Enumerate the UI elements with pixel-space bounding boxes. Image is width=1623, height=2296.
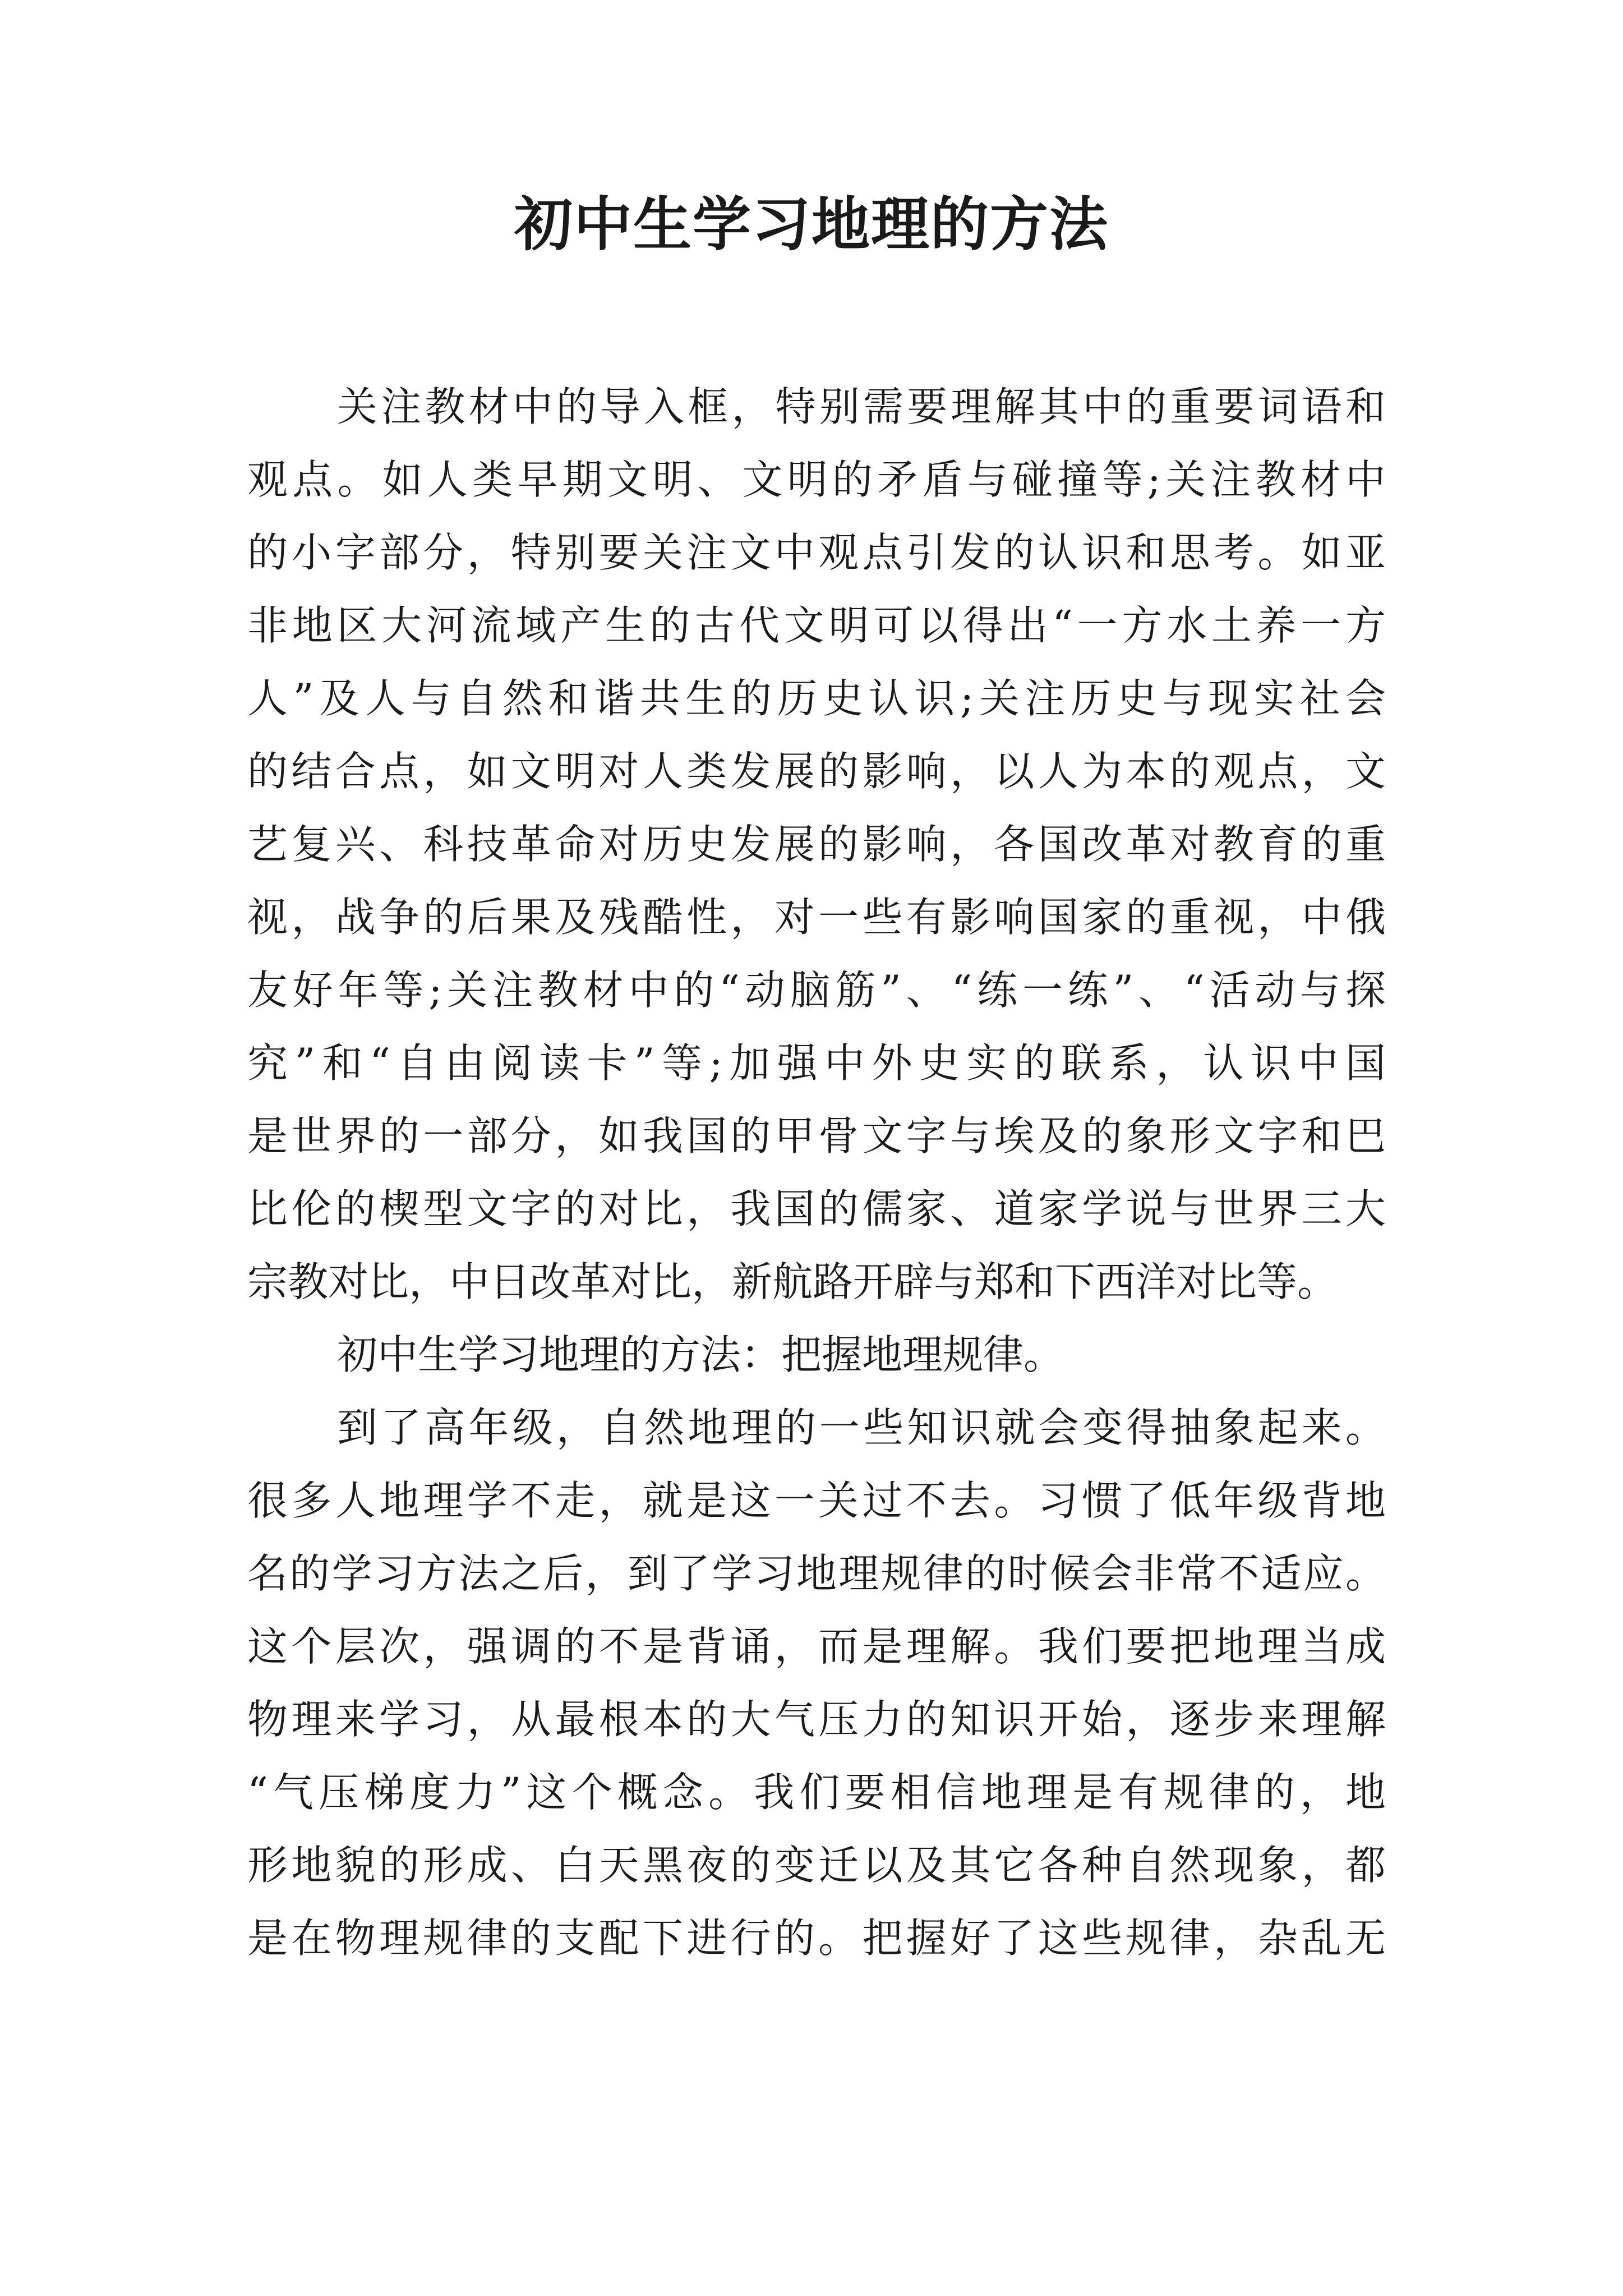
- text-line: 比伦的楔型文字的对比，我国的儒家、道家学说与世界三大: [247, 1185, 1386, 1232]
- text-line: 物理来学习，从最根本的大气压力的知识开始，逐步来理解: [247, 1696, 1386, 1743]
- text-line: 非地区大河流域产生的古代文明可以得出“一方水土养一方: [247, 602, 1386, 649]
- document-title: 初中生学习地理的方法: [514, 190, 1109, 259]
- text-line: 人”及人与自然和谐共生的历史认识;关注历史与现实社会: [247, 675, 1386, 722]
- text-line: 视，战争的后果及残酷性，对一些有影响国家的重视，中俄: [247, 894, 1386, 941]
- document-body: [247, 370, 1386, 1975]
- text-line: 究”和“自由阅读卡”等;加强中外史实的联系，认识中国: [247, 1039, 1386, 1087]
- text-line: 是世界的一部分，如我国的甲骨文字与埃及的象形文字和巴: [247, 1112, 1386, 1159]
- text-line: 关注教材中的导入框，特别需要理解其中的重要词语和: [337, 383, 1386, 430]
- text-line: 形地貌的形成、白天黑夜的变迁以及其它各种自然现象，都: [247, 1842, 1386, 1889]
- text-line: 到了高年级，自然地理的一些知识就会变得抽象起来。: [337, 1404, 1386, 1451]
- text-line: 观点。如人类早期文明、文明的矛盾与碰撞等;关注教材中: [247, 456, 1386, 503]
- text-line: 友好年等;关注教材中的“动脑筋”、“练一练”、“活动与探: [247, 967, 1386, 1014]
- text-line: 名的学习方法之后，到了学习地理规律的时候会非常不适应。: [247, 1550, 1386, 1597]
- text-line: 这个层次，强调的不是背诵，而是理解。我们要把地理当成: [247, 1623, 1386, 1670]
- text-line: 宗教对比，中日改革对比，新航路开辟与郑和下西洋对比等。: [247, 1258, 1338, 1305]
- text-line: 的小字部分，特别要关注文中观点引发的认识和思考。如亚: [247, 529, 1386, 576]
- text-line: 的结合点，如文明对人类发展的影响，以人为本的观点，文: [247, 748, 1386, 795]
- text-line: 艺复兴、科技革命对历史发展的影响，各国改革对教育的重: [247, 821, 1386, 868]
- text-line: 是在物理规律的支配下进行的。把握好了这些规律，杂乱无: [247, 1915, 1386, 1962]
- text-line: “气压梯度力”这个概念。我们要相信地理是有规律的，地: [247, 1769, 1386, 1816]
- text-line: 初中生学习地理的方法：把握地理规律。: [337, 1331, 1064, 1378]
- text-line: 很多人地理学不走，就是这一关过不去。习惯了低年级背地: [247, 1477, 1386, 1524]
